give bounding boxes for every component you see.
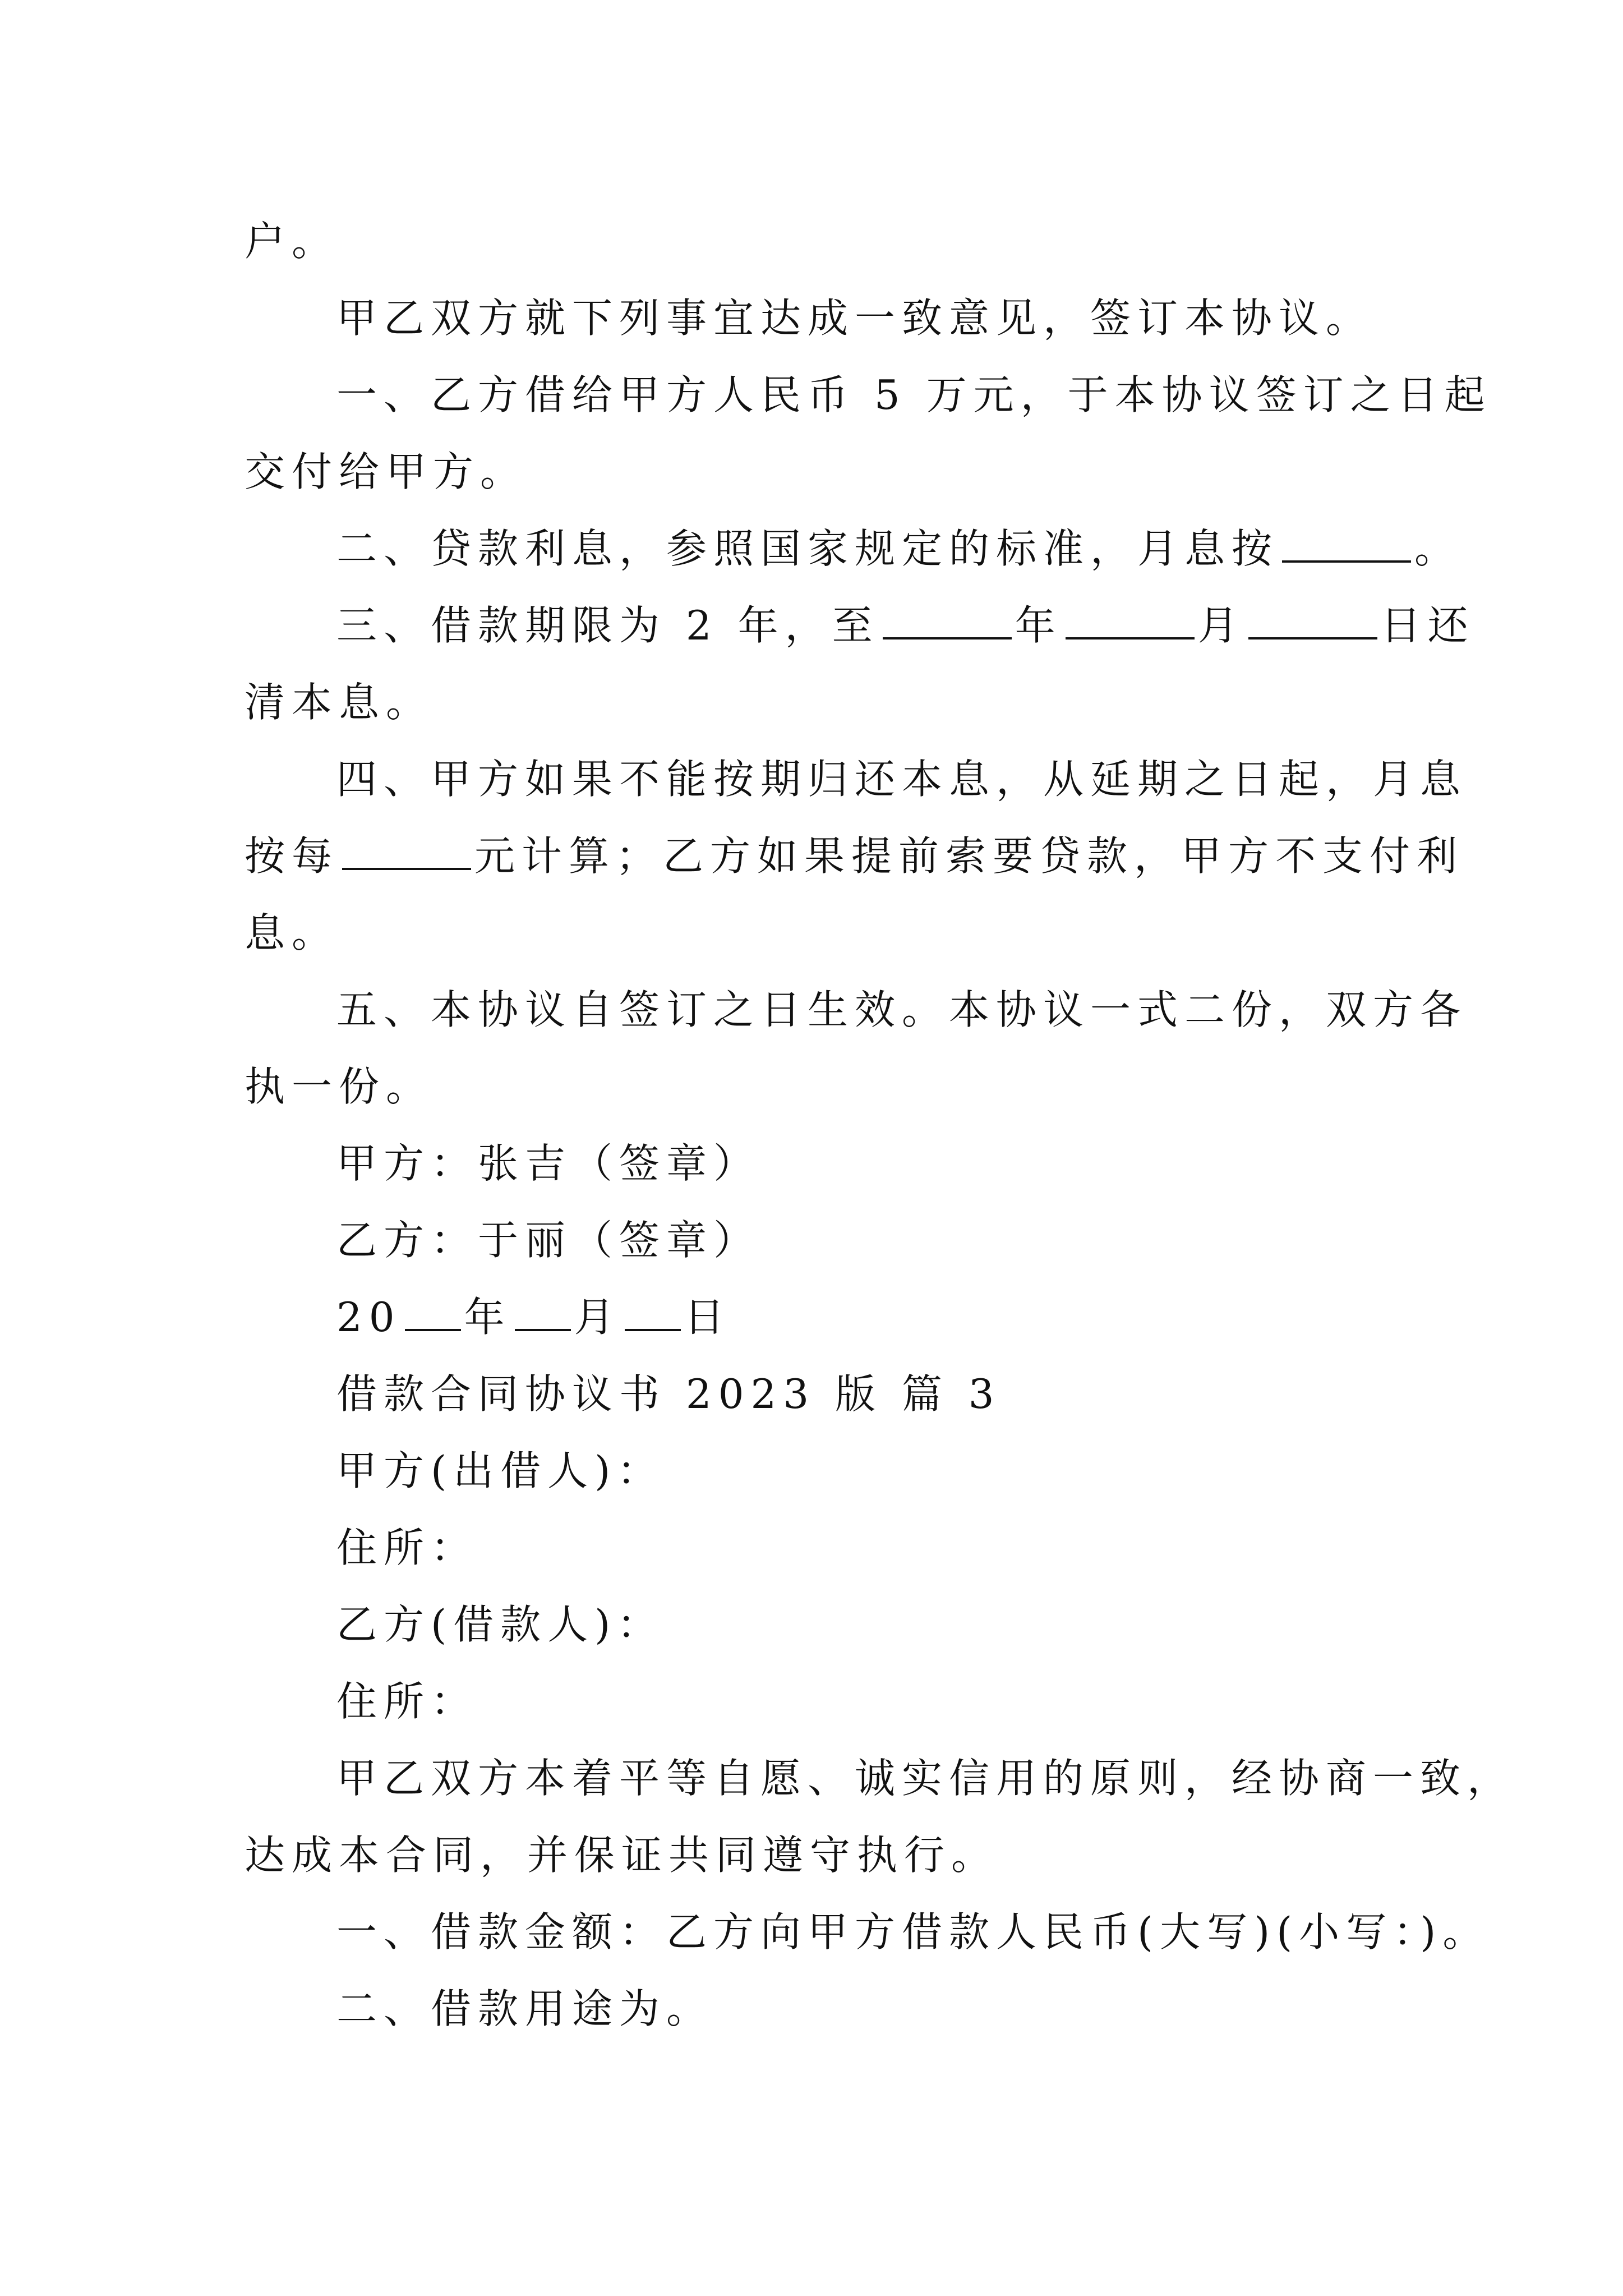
text-line-with-blank [0, 822, 1623, 890]
line-text: 月 [574, 1294, 621, 1341]
line-text: 四、甲方如果不能按期归还本息，从延期之日起，月息 [336, 756, 1468, 803]
line-text: 执一份。 [245, 1063, 434, 1110]
text-line [0, 1053, 1623, 1120]
text-line [0, 746, 1623, 813]
fill-in-blank [883, 604, 1012, 639]
fill-in-blank [1248, 604, 1377, 639]
line-text: 一、借款金额：乙方向甲方借款人民币(大写)(小写：)。 [336, 1908, 1490, 1955]
line-text: 月 [1197, 602, 1245, 649]
fill-in-blank [1066, 604, 1195, 639]
line-text: 元计算；乙方如果提前索要贷款，甲方不支付利 [474, 832, 1464, 880]
fill-in-blank [1282, 527, 1411, 563]
line-text: 甲方(出借人)： [336, 1447, 665, 1494]
line-text: 三、借款期限为 2 年，至 [336, 602, 879, 649]
text-line [0, 1591, 1623, 1658]
line-text: 二、贷款利息，参照国家规定的标准，月息按 [336, 525, 1279, 572]
line-text: 住所： [336, 1678, 478, 1725]
line-text: 借款合同协议书 2023 版 篇 3 [336, 1370, 1001, 1418]
line-text: 日 [684, 1294, 731, 1341]
line-text: 按每 [245, 832, 339, 880]
fill-in-blank [515, 1295, 571, 1331]
text-line [0, 361, 1623, 429]
text-line [0, 976, 1623, 1043]
text-line [0, 438, 1623, 505]
line-text: 户。 [245, 218, 339, 265]
text-line [0, 208, 1623, 275]
line-text: 。 [1414, 525, 1462, 572]
text-line [0, 1437, 1623, 1504]
line-text: 年 [1015, 602, 1062, 649]
line-text: 息。 [245, 909, 339, 956]
text-line [0, 1514, 1623, 1581]
text-line-with-blank [0, 515, 1623, 582]
line-text: 交付给甲方。 [245, 448, 528, 495]
line-text: 乙方：于丽（签章） [336, 1217, 761, 1264]
line-text: 甲乙双方就下列事宜达成一致意见，签订本协议。 [336, 295, 1373, 342]
text-line [0, 899, 1623, 967]
signature-line-party-b [0, 1207, 1623, 1274]
text-line [0, 1668, 1623, 1735]
text-line [0, 1975, 1623, 2042]
date-line [0, 1283, 1623, 1351]
line-text: 年 [464, 1294, 511, 1341]
text-line [0, 284, 1623, 352]
line-text: 五、本协议自签订之日生效。本协议一式二份，双方各 [336, 986, 1468, 1033]
fill-in-blank [342, 834, 471, 870]
line-text: 一、乙方借给甲方人民币 5 万元，于本协议签订之日起 [336, 371, 1492, 418]
line-text: 达成本合同，并保证共同遵守执行。 [245, 1832, 999, 1879]
line-text: 20 [336, 1294, 402, 1341]
section-heading [0, 1360, 1623, 1428]
text-line [0, 1821, 1623, 1889]
signature-line-party-a [0, 1130, 1623, 1197]
fill-in-blank [405, 1295, 461, 1331]
line-text: 清本息。 [245, 679, 434, 726]
line-text: 甲乙双方本着平等自愿、诚实信用的原则，经协商一致， [336, 1755, 1515, 1802]
line-text: 乙方(借款人)： [336, 1601, 665, 1648]
line-text: 住所： [336, 1524, 478, 1571]
line-text: 二、借款用途为。 [336, 1985, 714, 2032]
text-line [0, 1745, 1623, 1812]
line-text: 甲方：张吉（签章） [336, 1140, 761, 1187]
fill-in-blank [625, 1295, 681, 1331]
text-line [0, 1898, 1623, 1966]
line-text: 日还 [1380, 602, 1475, 649]
text-line-with-blank [0, 592, 1623, 659]
text-line [0, 669, 1623, 736]
